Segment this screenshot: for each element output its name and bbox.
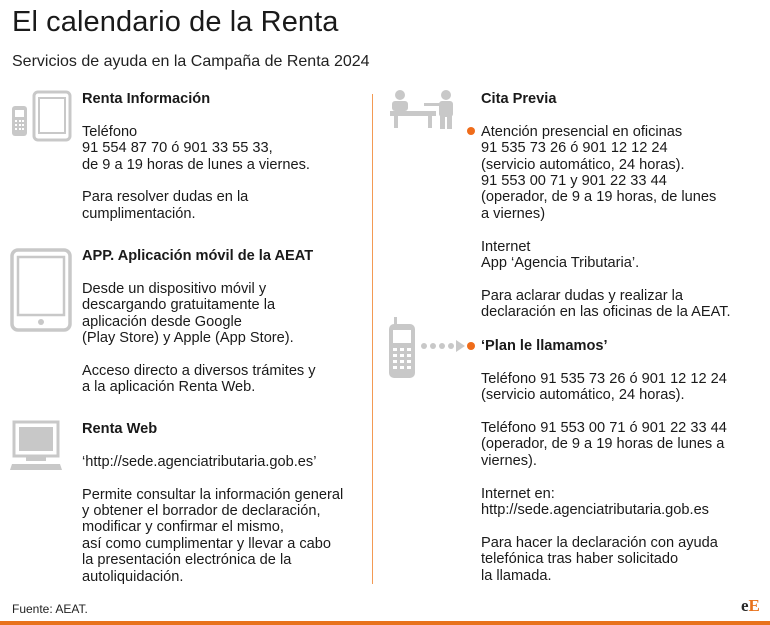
internet-info: Internet en: http://sede.agenciatributaria.gob.es — [481, 485, 709, 519]
section-note: Para aclarar dudas y realizar la declaración en las oficinas de la AEAT. — [481, 287, 731, 321]
cita-previa-section — [481, 91, 766, 321]
section-heading: Renta Información — [82, 91, 211, 107]
column-divider — [372, 94, 373, 584]
renta-informacion-section — [82, 91, 367, 222]
phone-label: Teléfono — [82, 123, 138, 140]
logo-letter-e: e — [741, 596, 749, 615]
logo-letter-E: E — [748, 596, 760, 615]
web-url: ‘http://sede.agenciatributaria.gob.es’ — [82, 453, 317, 470]
arrow-dots-icon — [420, 340, 466, 352]
bullet-plan-llamamos — [467, 342, 475, 350]
internet-info: Internet App ‘Agencia Tributaria’. — [481, 238, 640, 272]
phone-numbers: 91 554 87 70 ó 901 33 55 33, de 9 a 19 horas de lunes a viernes. — [82, 140, 310, 173]
presencial-info: Atención presencial en oficinas 91 535 73 26 ó 901 12 12 24 (servicio automático, 24 horas). 91 553 00 71 y 901 22 33 44 (operador, de 9 a 19 horas, de lunes a viernes) — [481, 123, 717, 222]
plan-llamamos-section — [481, 338, 766, 584]
section-heading: APP. Aplicación móvil de la AEAT — [82, 248, 314, 264]
app-section — [82, 248, 367, 396]
section-note: Acceso directo a diversos trámites y a la aplicación Renta Web. — [82, 362, 316, 396]
section-note: Para resolver dudas en la cumplimentación. — [82, 189, 249, 222]
phone-info-2: Teléfono 91 553 00 71 ó 901 22 33 44 (operador, de 9 a 19 horas de lunes a viernes). — [481, 420, 727, 469]
brand-logo — [741, 596, 760, 616]
mobile-phone-icon — [388, 317, 416, 379]
section-heading: ‘Plan le llamamos’ — [481, 338, 608, 354]
section-description: Permite consultar la información general y obtener el borrador de declaración, modificar y confirmar el mismo, así como cumplimentar y llevar a cabo la presentación electrónica de la autoliquidación. — [82, 486, 344, 585]
page-title: El calendario de la Renta — [12, 6, 339, 38]
bottom-accent-bar — [0, 621, 770, 625]
tablet-icon — [10, 248, 72, 332]
page-subtitle: Servicios de ayuda en la Campaña de Renta 2024 — [12, 53, 370, 70]
source-note: Fuente: AEAT. — [12, 602, 88, 616]
office-desk-icon — [388, 90, 462, 130]
section-note: Para hacer la declaración con ayuda telefónica tras haber solicitado la llamada. — [481, 534, 718, 584]
section-heading: Cita Previa — [481, 91, 557, 107]
phone-info-1: Teléfono 91 535 73 26 ó 901 12 12 24 (servicio automático, 24 horas). — [481, 370, 727, 404]
renta-web-section — [82, 421, 370, 585]
section-heading: Renta Web — [82, 421, 158, 437]
phone-icon — [10, 90, 72, 142]
bullet-presencial — [467, 127, 475, 135]
section-description: Desde un dispositivo móvil y descargando gratuitamente la aplicación desde Google (Play Store) y Apple (App Store). — [82, 280, 294, 347]
computer-icon — [10, 420, 64, 472]
